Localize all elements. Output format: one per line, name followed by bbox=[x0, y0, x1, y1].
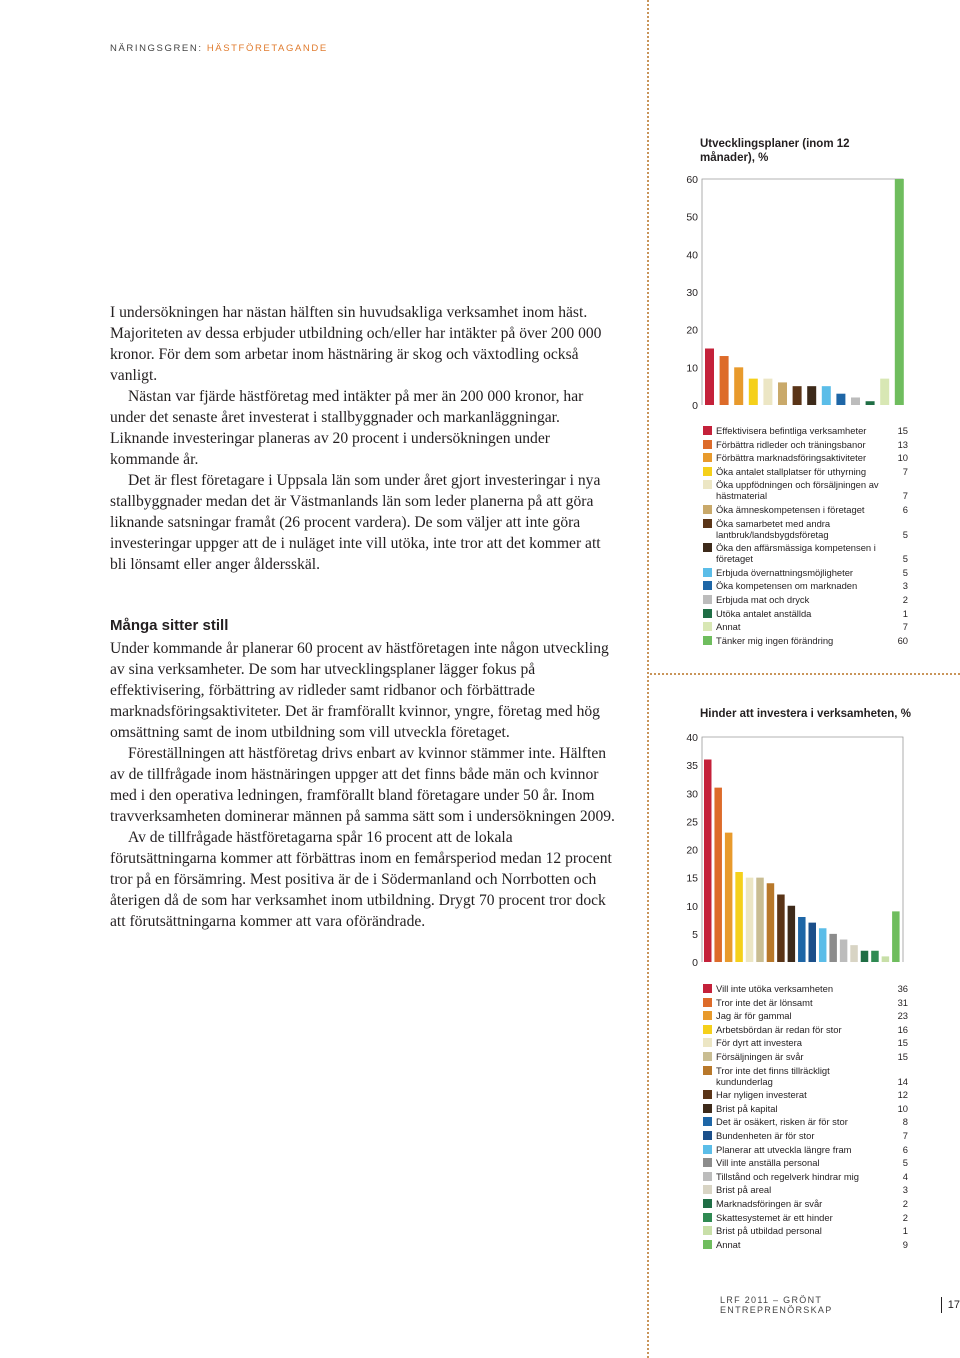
legend-item bbox=[703, 635, 908, 646]
y-tick-label: 15 bbox=[686, 872, 698, 885]
legend-development-plans bbox=[703, 425, 908, 648]
legend-value: 1 bbox=[902, 1225, 908, 1237]
legend-item bbox=[703, 466, 908, 477]
legend-value: 7 bbox=[902, 465, 908, 477]
legend-item bbox=[703, 1116, 908, 1127]
legend-item bbox=[703, 580, 908, 591]
legend-label: Har nyligen investerat bbox=[716, 1089, 807, 1101]
legend-item bbox=[703, 1010, 908, 1021]
legend-swatch bbox=[703, 1104, 712, 1113]
legend-item bbox=[703, 1171, 908, 1182]
legend-value: 2 bbox=[902, 593, 908, 605]
legend-swatch bbox=[703, 1131, 712, 1140]
legend-label: Tänker mig ingen förändring bbox=[716, 634, 834, 646]
legend-label: Skattesystemet är ett hinder bbox=[716, 1211, 833, 1223]
legend-swatch bbox=[703, 543, 712, 552]
legend-value: 13 bbox=[897, 438, 908, 450]
legend-swatch bbox=[703, 1066, 712, 1075]
legend-label: Tror inte det finns tillräckligt kundunderlag bbox=[716, 1064, 830, 1087]
legend-item bbox=[703, 983, 908, 994]
legend-swatch bbox=[703, 1226, 712, 1235]
legend-swatch bbox=[703, 1240, 712, 1249]
bar-investment-obstacles bbox=[756, 878, 764, 962]
legend-item bbox=[703, 479, 908, 501]
legend-swatch bbox=[703, 609, 712, 618]
paragraph: Det är flest företagare i Uppsala län som under året gjort investeringar i nya stallbyggnader medan det är Västmanlands län som leder planerna på att göra liknande satsningar framåt (26 procent vardera). De som väljer att inte göra investeringar uppger att de i nuläget inte vill utöka, inte tror att det kommer att bli lönsamt eller anger åldersskäl. bbox=[110, 472, 601, 573]
footer-separator bbox=[941, 1297, 942, 1313]
legend-item bbox=[703, 518, 908, 540]
legend-label: Öka den affärsmässiga kompetensen i företaget bbox=[716, 542, 876, 565]
y-tick-label: 30 bbox=[686, 287, 698, 299]
legend-swatch bbox=[703, 1158, 712, 1167]
legend-value: 12 bbox=[897, 1089, 908, 1101]
legend-item bbox=[703, 1157, 908, 1168]
legend-swatch bbox=[703, 453, 712, 462]
legend-swatch bbox=[703, 1172, 712, 1181]
legend-swatch bbox=[703, 595, 712, 604]
legend-swatch bbox=[703, 1025, 712, 1034]
legend-item bbox=[703, 1184, 908, 1195]
legend-label: Försäljningen är svår bbox=[716, 1050, 804, 1062]
y-tick-label: 25 bbox=[686, 816, 698, 829]
bar-investment-obstacles bbox=[829, 934, 837, 962]
legend-item bbox=[703, 1212, 908, 1223]
legend-item bbox=[703, 1130, 908, 1141]
bar-investment-obstacles bbox=[871, 951, 879, 962]
section-heading: Många sitter still bbox=[110, 617, 229, 634]
legend-item bbox=[703, 425, 908, 436]
legend-label: Förbättra ridleder och träningsbanor bbox=[716, 438, 866, 450]
legend-label: Brist på areal bbox=[716, 1184, 772, 1196]
bar-development-plans bbox=[734, 367, 743, 405]
legend-label: Vill inte anställa personal bbox=[716, 1157, 820, 1169]
legend-label: Tillstånd och regelverk hindrar mig bbox=[716, 1170, 859, 1182]
y-tick-label: 40 bbox=[686, 249, 698, 262]
legend-value: 7 bbox=[902, 621, 908, 633]
legend-value: 15 bbox=[897, 1037, 908, 1049]
legend-label: Arbetsbördan är redan för stor bbox=[716, 1023, 842, 1035]
legend-swatch bbox=[703, 1145, 712, 1154]
legend-value: 15 bbox=[897, 1050, 908, 1062]
legend-swatch bbox=[703, 1185, 712, 1194]
legend-label: Öka samarbetet med andra lantbruk/landsbygdsföretag bbox=[716, 517, 831, 540]
bar-investment-obstacles bbox=[809, 923, 817, 962]
footer-text: LRF 2011 – GRÖNT ENTREPRENÖRSKAP bbox=[720, 1295, 833, 1315]
legend-value: 15 bbox=[897, 425, 908, 436]
legend-swatch bbox=[703, 519, 712, 528]
legend-item bbox=[703, 1225, 908, 1236]
legend-label: Marknadsföringen är svår bbox=[716, 1197, 823, 1209]
legend-item bbox=[703, 997, 908, 1008]
legend-label: Brist på utbildad personal bbox=[716, 1225, 822, 1237]
legend-label: Annat bbox=[716, 1238, 741, 1250]
bar-investment-obstacles bbox=[850, 945, 858, 962]
legend-label: Öka ämneskompetensen i företaget bbox=[716, 503, 865, 515]
page-footer bbox=[720, 1295, 960, 1315]
bar-investment-obstacles bbox=[746, 878, 754, 962]
legend-value: 7 bbox=[902, 490, 908, 502]
legend-label: Utöka antalet anställda bbox=[716, 607, 812, 619]
legend-value: 60 bbox=[897, 634, 908, 646]
legend-item bbox=[703, 504, 908, 515]
y-tick-label: 0 bbox=[692, 400, 698, 412]
y-tick-label: 35 bbox=[686, 760, 698, 773]
legend-value: 23 bbox=[897, 1010, 908, 1022]
bar-investment-obstacles bbox=[777, 895, 785, 963]
legend-value: 31 bbox=[897, 996, 908, 1008]
section-label-accent: HÄSTFÖRETAGANDE bbox=[206, 43, 328, 54]
legend-label: Öka antalet stallplatser för uthyrning bbox=[716, 465, 867, 477]
paragraph: Föreställningen att hästföretag drivs enbart av kvinnor stämmer inte. Hälften av de tillfrågade inom hästnäringen uppger att det finns både män och kvinnor med i den operativa ledningen, framförallt bland företagare under 50 år. Inom travverksamheten dominerar männen på samma sätt som i undersökningen 2009. bbox=[110, 745, 615, 825]
legend-label: Förbättra marknadsföringsaktiviteter bbox=[716, 452, 867, 464]
bar-investment-obstacles bbox=[892, 911, 900, 962]
bar-development-plans bbox=[880, 379, 889, 405]
legend-swatch bbox=[703, 1011, 712, 1020]
legend-item bbox=[703, 1051, 908, 1062]
legend-label: Erbjuda övernattningsmöjligheter bbox=[716, 566, 854, 578]
bar-development-plans bbox=[749, 379, 758, 405]
legend-value: 7 bbox=[902, 1129, 908, 1141]
legend-label: Effektivisera befintliga verksamheter bbox=[716, 425, 867, 436]
y-tick-label: 20 bbox=[686, 324, 698, 337]
legend-swatch bbox=[703, 467, 712, 476]
bar-investment-obstacles bbox=[861, 951, 869, 962]
legend-swatch bbox=[703, 998, 712, 1007]
legend-item bbox=[703, 1024, 908, 1035]
paragraph: I undersökningen har nästan hälften sin huvudsakliga verksamhet inom häst. Majoriteten av dessa erbjuder utbildning och/eller har intäkter på över 200 000 kronor. För dem som arbetar inom hästnäring är skog och växtodling också vanligt. bbox=[110, 304, 602, 384]
paragraph: Under kommande år planerar 60 procent av hästföretagen inte någon utveckling av sina verksamheter. De som har utvecklingsplaner lägger fokus på effektivisering, förbättring av ridleder samt ridbanor och förbättrade marknadsföringsaktiviteter. Det är framförallt kvinnor, yngre, företag med hög omsättning samt de inom utbildning som vill utveckla företaget. bbox=[110, 640, 609, 741]
legend-value: 5 bbox=[902, 1157, 908, 1169]
legend-item bbox=[703, 542, 908, 564]
legend-item bbox=[703, 1065, 908, 1087]
legend-value: 36 bbox=[897, 983, 908, 994]
legend-swatch bbox=[703, 568, 712, 577]
y-tick-label: 10 bbox=[686, 362, 698, 375]
legend-item bbox=[703, 1144, 908, 1155]
legend-swatch bbox=[703, 1052, 712, 1061]
paragraph: Nästan var fjärde hästföretag med intäkter på mer än 200 000 kronor, har under det senaste året investerat i stallbyggnader och markanläggningar. Liknande investeringar planeras av 20 procent i undersökningen under kommande år. bbox=[110, 388, 584, 468]
bar-development-plans bbox=[705, 349, 714, 406]
legend-swatch bbox=[703, 1090, 712, 1099]
legend-value: 3 bbox=[902, 1184, 908, 1196]
legend-value: 2 bbox=[902, 1197, 908, 1209]
legend-item bbox=[703, 621, 908, 632]
legend-item bbox=[703, 1239, 908, 1250]
legend-swatch bbox=[703, 426, 712, 435]
legend-value: 5 bbox=[902, 528, 908, 540]
y-tick-label: 30 bbox=[686, 788, 698, 801]
legend-label: Öka uppfödningen och försäljningen av hästmaterial bbox=[716, 479, 879, 502]
bar-investment-obstacles bbox=[819, 928, 827, 962]
legend-value: 4 bbox=[902, 1170, 908, 1182]
legend-item bbox=[703, 594, 908, 605]
legend-swatch bbox=[703, 480, 712, 489]
bar-investment-obstacles bbox=[704, 760, 712, 963]
bar-investment-obstacles bbox=[882, 956, 890, 962]
bar-investment-obstacles bbox=[788, 906, 796, 962]
legend-item bbox=[703, 452, 908, 463]
bar-investment-obstacles bbox=[735, 872, 743, 962]
legend-swatch bbox=[703, 636, 712, 645]
chart-title-investment-obstacles: Hinder att investera i verksamheten, % bbox=[700, 708, 911, 720]
legend-value: 6 bbox=[902, 1143, 908, 1155]
legend-value: 5 bbox=[902, 566, 908, 578]
legend-swatch bbox=[703, 984, 712, 993]
legend-swatch bbox=[703, 1038, 712, 1047]
legend-item bbox=[703, 1103, 908, 1114]
chart-frame bbox=[702, 179, 903, 405]
y-tick-label: 40 bbox=[686, 732, 698, 744]
legend-item bbox=[703, 439, 908, 450]
legend-value: 14 bbox=[897, 1075, 908, 1087]
y-tick-label: 60 bbox=[686, 174, 698, 186]
legend-label: Det är osäkert, risken är för stor bbox=[716, 1116, 848, 1128]
legend-investment-obstacles bbox=[703, 983, 908, 1252]
legend-label: Vill inte utöka verksamheten bbox=[716, 983, 834, 994]
bar-investment-obstacles bbox=[714, 788, 722, 962]
legend-value: 10 bbox=[897, 1102, 908, 1114]
page-number: 17 bbox=[947, 1299, 960, 1311]
legend-value: 5 bbox=[902, 553, 908, 565]
bar-development-plans bbox=[866, 401, 875, 405]
legend-label: Öka kompetensen om marknaden bbox=[716, 580, 858, 592]
bar-development-plans bbox=[822, 386, 831, 405]
bar-development-plans bbox=[763, 379, 772, 405]
legend-swatch bbox=[703, 1117, 712, 1126]
y-tick-label: 50 bbox=[686, 211, 698, 224]
legend-value: 9 bbox=[902, 1238, 908, 1250]
legend-label: Erbjuda mat och dryck bbox=[716, 593, 810, 605]
legend-item bbox=[703, 1089, 908, 1100]
legend-swatch bbox=[703, 581, 712, 590]
legend-label: Brist på kapital bbox=[716, 1102, 778, 1114]
legend-item bbox=[703, 1037, 908, 1048]
bar-investment-obstacles bbox=[725, 833, 733, 962]
y-tick-label: 5 bbox=[692, 928, 698, 941]
paragraph: Av de tillfrågade hästföretagarna spår 16 procent att de lokala förutsättningarna kommer att förbättras inom en femårsperiod medan 12 procent tror på en försämring. Mest positiva är de i Södermanland och Norrbotten och återigen då de som har verksamhet inom utbildning. Drygt 70 procent tror dock att förutsättningarna kommer att vara oförändrade. bbox=[110, 829, 612, 930]
y-tick-label: 20 bbox=[686, 844, 698, 857]
legend-value: 3 bbox=[902, 580, 908, 592]
bar-investment-obstacles bbox=[767, 883, 775, 962]
legend-item bbox=[703, 1198, 908, 1209]
legend-swatch bbox=[703, 1199, 712, 1208]
legend-label: Jag är för gammal bbox=[716, 1010, 792, 1022]
legend-item bbox=[703, 608, 908, 619]
legend-value: 16 bbox=[897, 1023, 908, 1035]
legend-swatch bbox=[703, 622, 712, 631]
legend-swatch bbox=[703, 505, 712, 514]
bar-development-plans bbox=[793, 386, 802, 405]
legend-label: Annat bbox=[716, 621, 741, 633]
legend-value: 2 bbox=[902, 1211, 908, 1223]
y-tick-label: 10 bbox=[686, 900, 698, 913]
legend-label: Planerar att utveckla längre fram bbox=[716, 1143, 852, 1155]
bar-development-plans bbox=[895, 179, 904, 405]
bar-development-plans bbox=[807, 386, 816, 405]
legend-swatch bbox=[703, 440, 712, 449]
chart-title-development-plans: Utvecklingsplaner (inom 12 månader), % bbox=[700, 138, 850, 164]
y-tick-label: 0 bbox=[692, 957, 698, 969]
legend-value: 8 bbox=[902, 1116, 908, 1128]
bar-development-plans bbox=[851, 397, 860, 405]
legend-label: Bundenheten är för stor bbox=[716, 1129, 815, 1141]
section-label-prefix: NÄRINGSGREN: bbox=[110, 43, 207, 54]
legend-label: För dyrt att investera bbox=[716, 1037, 802, 1049]
legend-value: 10 bbox=[897, 452, 908, 464]
bar-development-plans bbox=[778, 382, 787, 405]
bar-investment-obstacles bbox=[798, 917, 806, 962]
legend-value: 6 bbox=[902, 503, 908, 515]
bar-development-plans bbox=[836, 394, 845, 405]
bar-investment-obstacles bbox=[840, 940, 848, 963]
legend-label: Tror inte det är lönsamt bbox=[716, 996, 813, 1008]
bar-development-plans bbox=[720, 356, 729, 405]
legend-value: 1 bbox=[902, 607, 908, 619]
legend-swatch bbox=[703, 1213, 712, 1222]
legend-item bbox=[703, 567, 908, 578]
